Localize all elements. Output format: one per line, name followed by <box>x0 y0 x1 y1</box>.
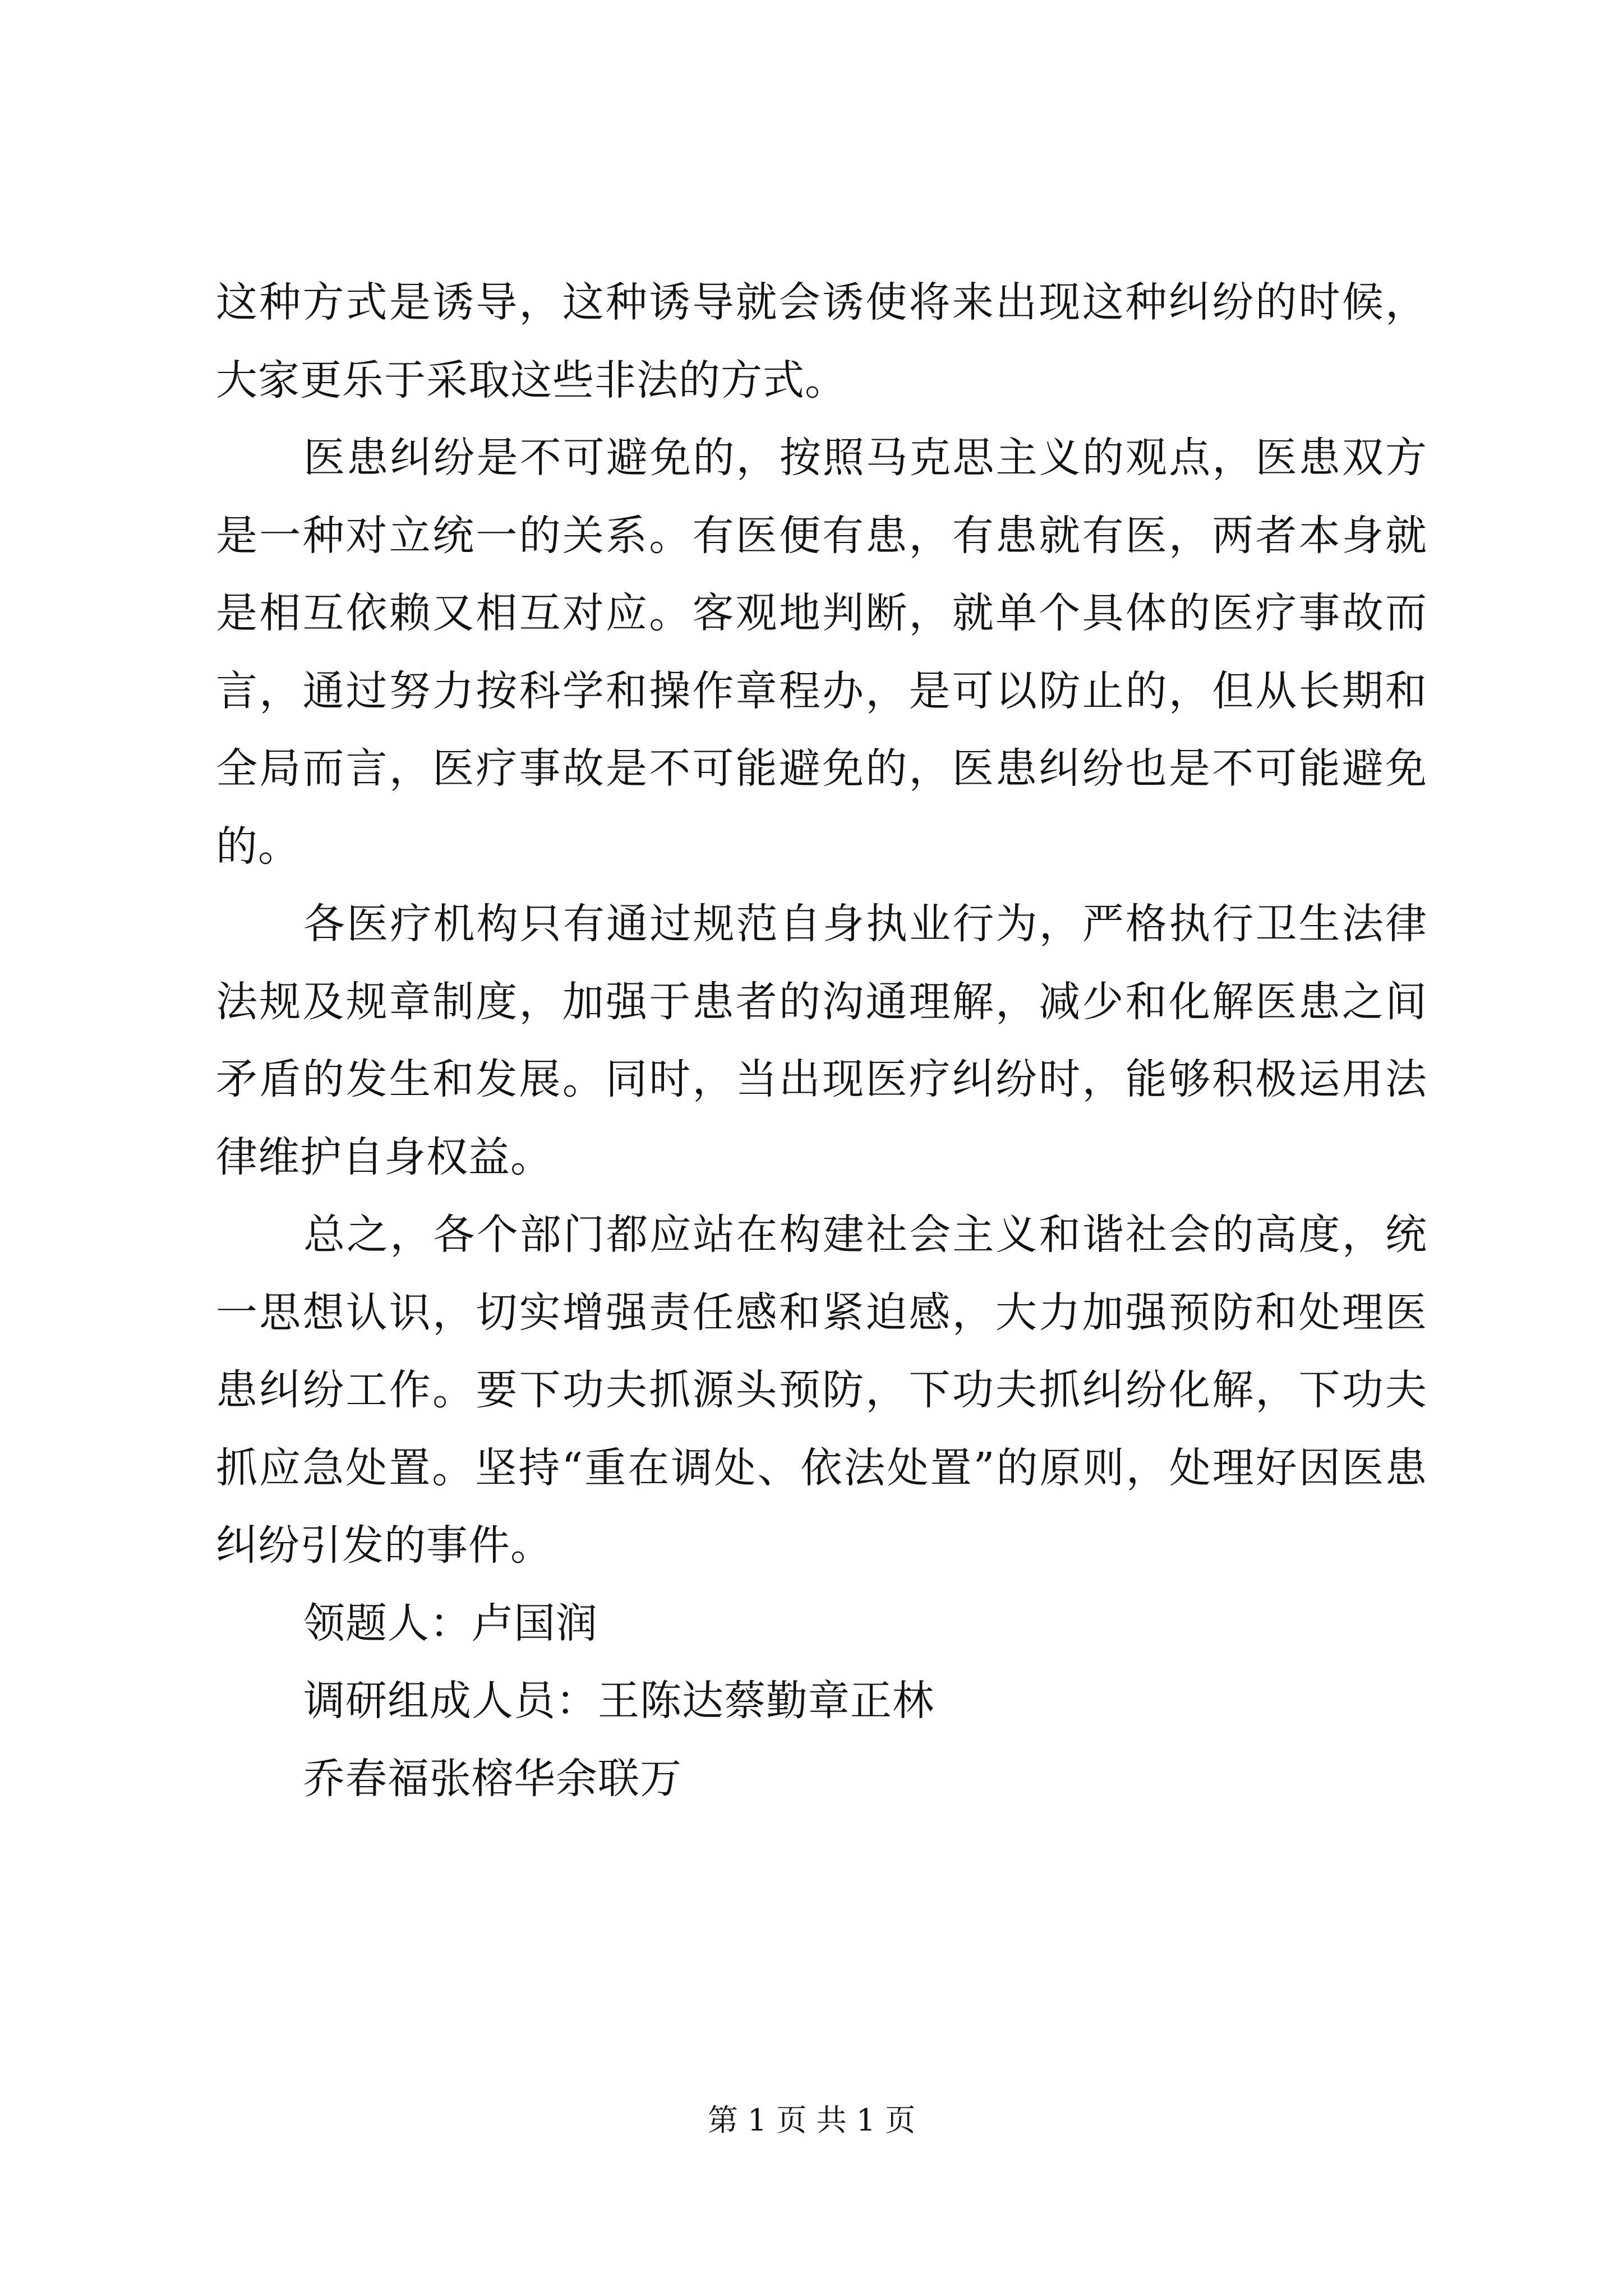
paragraph-institutions: 各医疗机构只有通过规范自身执业行为，严格执行卫生法律法规及规章制度，加强于患者的沟通理解，减少和化解医患之间矛盾的发生和发展。同时，当出现医疗纠纷时，能够积极运用法律维护自身权益。 <box>216 900 1427 1181</box>
paragraph-inevitability: 医患纠纷是不可避免的，按照马克思主义的观点，医患双方是一种对立统一的关系。有医便有患，有患就有医，两者本身就是相互依赖又相互对应。客观地判断，就单个具体的医疗事故而言，通过努力按科学和操作章程办，是可以防止的，但从长期和全局而言，医疗事故是不可能避免的，医患纠纷也是不可能避免的。 <box>216 434 1427 871</box>
paragraph-conclusion: 总之，各个部门都应站在构建社会主义和谐社会的高度，统一思想认识，切实增强责任感和紧迫感，大力加强预防和处理医患纠纷工作。要下功夫抓源头预防，下功夫抓纠纷化解，下功夫抓应急处置。坚持“重在调处、依法处置”的原则，处理好因医患纠纷引发的事件。 <box>216 1211 1427 1570</box>
document-body <box>216 264 1427 1818</box>
page-footer <box>0 2101 1623 2140</box>
paragraph-continuation: 这种方式是诱导，这种诱导就会诱使将来出现这种纠纷的时候，大家更乐于采取这些非法的方式。 <box>216 278 1427 404</box>
page-number-label: 第 1 页 共 1 页 <box>707 2102 916 2138</box>
leader-line: 领题人：卢国润 <box>303 1599 598 1648</box>
members-line: 调研组成人员：王陈达蔡勤章正林 <box>303 1677 934 1725</box>
members-line-2: 乔春福张榕华余联万 <box>303 1754 682 1803</box>
